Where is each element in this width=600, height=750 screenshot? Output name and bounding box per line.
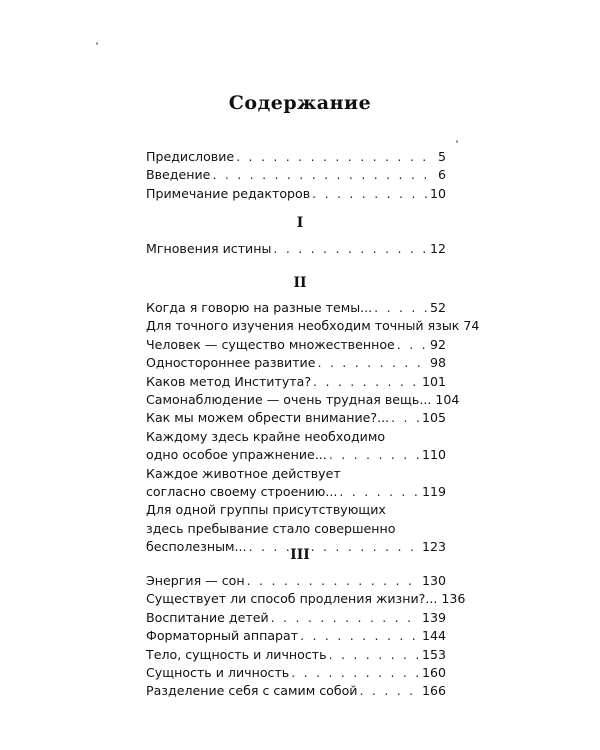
- toc-entry-title: Как мы можем обрести внимание?...: [146, 410, 390, 426]
- toc-entry[interactable]: [146, 627, 446, 645]
- toc-entry-page: 5: [437, 149, 446, 164]
- toc-entry-title: Введение: [146, 167, 211, 183]
- toc-entry-title: Одностороннее развитие: [146, 355, 316, 371]
- toc-entry[interactable]: [146, 354, 446, 372]
- toc-entry-title: Существует ли способ продления жизни?...: [146, 591, 438, 607]
- toc-entry-title: Воспитание детей: [146, 609, 269, 625]
- toc-entry[interactable]: [146, 465, 446, 502]
- toc-entry-page: 101: [421, 373, 446, 389]
- toc-entry-title-line: здесь пребывание стало совершенно: [146, 520, 396, 536]
- toc-entry[interactable]: [146, 336, 446, 354]
- toc-entry-title: Примечание редакторов: [146, 185, 311, 201]
- toc-entry-page: 74: [463, 318, 480, 334]
- dot-leader: [317, 354, 427, 372]
- toc-entry-page: 12: [429, 241, 446, 256]
- section-heading-2: II: [293, 275, 307, 291]
- toc-section-3: [146, 572, 466, 701]
- toc-entry[interactable]: [146, 148, 446, 166]
- toc-entry-title: Разделение себя с самим собой: [146, 683, 358, 699]
- toc-entry-title: Каков метод Института?: [146, 373, 312, 389]
- toc-entry-title: Когда я говорю на разные темы...: [146, 300, 373, 315]
- toc-entry-title-line: бесполезным...: [146, 539, 247, 555]
- dot-leader: [339, 483, 420, 501]
- toc-entry-title: Энергия — сон: [146, 573, 245, 588]
- dot-leader: [291, 664, 420, 682]
- dot-leader: [329, 446, 420, 464]
- dot-leader: [329, 646, 420, 664]
- toc-section-1: [146, 240, 446, 258]
- toc-entry-page: 153: [421, 646, 446, 662]
- toc-entry[interactable]: [146, 428, 446, 465]
- scan-speck: [456, 140, 458, 143]
- dot-leader: [313, 373, 420, 391]
- toc-entry-title-line: одно особое упражнение...: [146, 447, 327, 463]
- toc-entry[interactable]: [146, 646, 446, 664]
- toc-entry-title: Самонаблюдение — очень трудная вещь...: [146, 391, 432, 407]
- toc-entry[interactable]: [146, 682, 446, 700]
- toc-entry-title: Тело, сущность и личность: [146, 646, 327, 662]
- toc-entry[interactable]: [146, 299, 446, 317]
- toc-entry[interactable]: [146, 240, 446, 258]
- toc-entry[interactable]: [146, 185, 446, 203]
- toc-entry-page: 136: [441, 591, 466, 607]
- toc-entry-title: Человек — существо множественное: [146, 336, 395, 352]
- dot-leader: [312, 185, 428, 203]
- toc-entry-page: 166: [421, 683, 446, 699]
- toc-entry-page: 144: [421, 628, 446, 644]
- toc-entry-page: 98: [429, 355, 446, 371]
- toc-entry-page: 6: [437, 167, 446, 183]
- dot-leader: [374, 299, 428, 317]
- dot-leader: [212, 166, 430, 184]
- toc-entry-title-line: Для одной группы присутствующих: [146, 502, 386, 518]
- toc-entry-title: Мгновения истины: [146, 241, 272, 256]
- toc-entry-title: Предисловие: [146, 149, 235, 164]
- dot-leader: [300, 627, 420, 645]
- toc-section-2: [146, 299, 480, 556]
- toc-entry-page: 139: [421, 609, 446, 625]
- toc-entry[interactable]: [146, 609, 446, 627]
- toc-entry-page: 130: [421, 573, 446, 588]
- section-heading-1: I: [296, 215, 304, 231]
- toc-entry-page: 105: [421, 410, 446, 426]
- toc-entry[interactable]: [146, 317, 480, 335]
- toc-entry-page: 119: [421, 483, 446, 499]
- toc-entry-page: 104: [435, 391, 460, 407]
- toc-entry[interactable]: [146, 373, 446, 391]
- toc-entry-title-line: Каждому здесь крайне необходимо: [146, 428, 386, 444]
- toc-entry[interactable]: [146, 409, 446, 427]
- dot-leader: [271, 609, 420, 627]
- toc-entry[interactable]: [146, 572, 446, 590]
- toc-entry-page: 123: [421, 539, 446, 555]
- dot-leader: [360, 682, 420, 700]
- toc-entry-page: 92: [429, 336, 446, 352]
- toc-entry-title-line: согласно своему строению...: [146, 483, 338, 499]
- dot-leader: [397, 336, 428, 354]
- toc-entry[interactable]: [146, 664, 446, 682]
- section-heading-3: III: [290, 547, 310, 563]
- toc-entry-page: 10: [429, 185, 446, 201]
- toc-front-matter: [146, 148, 446, 203]
- toc-entry-title: Форматорный аппарат: [146, 628, 299, 644]
- dot-leader: [236, 148, 430, 166]
- toc-entry-page: 110: [421, 447, 446, 463]
- dot-leader: [247, 572, 420, 590]
- page-title: Содержание: [228, 92, 372, 114]
- dot-leader: [273, 240, 428, 258]
- dot-leader: [391, 409, 420, 427]
- toc-entry-title: Сущность и личность: [146, 664, 290, 680]
- toc-entry[interactable]: [146, 166, 446, 184]
- toc-entry[interactable]: [146, 391, 460, 409]
- toc-entry-page: 160: [421, 664, 446, 680]
- toc-entry[interactable]: [146, 590, 466, 608]
- toc-entry-title: Для точного изучения необходим точный язык: [146, 318, 460, 334]
- toc-entry-title-line: Каждое животное действует: [146, 465, 341, 481]
- toc-entry-page: 52: [429, 300, 446, 315]
- scan-speck: [96, 42, 98, 45]
